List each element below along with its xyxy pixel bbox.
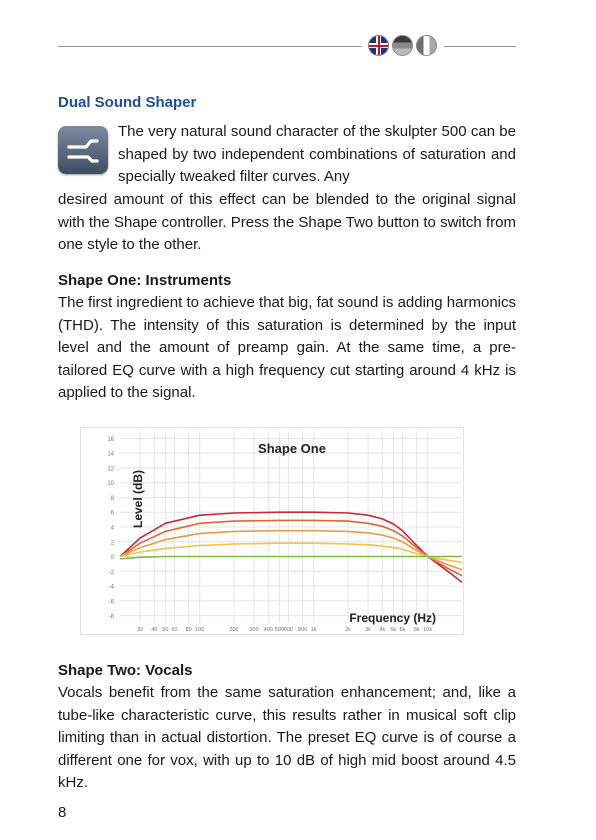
chart-y-tick-label: 6	[110, 510, 114, 517]
header-divider-right	[444, 46, 516, 47]
chart-x-tick-label: 300	[249, 627, 259, 633]
chart-x-tick-label: 200	[229, 627, 239, 633]
chart-x-tick-label: 80	[185, 627, 192, 633]
chart-y-tick-label: 0	[110, 555, 114, 562]
chart-x-tick-label: 60	[171, 627, 178, 633]
shaper-toggle-icon	[58, 126, 108, 174]
header-divider-left	[58, 46, 362, 47]
chart-y-tick-label: -6	[108, 599, 114, 606]
language-flags	[368, 35, 437, 56]
intro-text: desired amount of this effect can be blended to the original signal with the Shape controller. Press the Shape Two button to switch from one style to the other.	[58, 191, 516, 253]
chart-x-tick-label: 1k	[310, 627, 317, 633]
section-title: Dual Sound Shaper	[58, 94, 197, 111]
chart-y-tick-label: 4	[110, 525, 114, 532]
page-number: 8	[58, 804, 67, 821]
chart-y-tick-label: -4	[108, 584, 114, 591]
intro-text-indented: The very natural sound character of the skulpter 500 can be shaped by two independent combinations of saturation and specially tweaked filter curves. Any	[118, 123, 516, 185]
chart-x-tick-label: 5k	[390, 627, 397, 633]
shape-two-body: Vocals benefit from the same saturation enhancement; and, like a tube-like characteristic curve, this results rather in musical soft clip limiting than in actual distortion. The preset EQ curve is of course a different one for vox, with up to 10 dB of high mid boost around 4.5 kHz.	[58, 684, 516, 791]
chart-x-tick-label: 8k	[413, 627, 420, 633]
chart-x-tick-label: 10k	[423, 627, 433, 633]
chart-x-tick-label: 2k	[345, 627, 351, 633]
chart-x-tick-label: 400	[263, 627, 273, 633]
chart-x-tick-label: 6k	[399, 627, 406, 633]
chart-x-tick-label: 800	[298, 627, 308, 633]
chart-y-tick-label: 14	[107, 451, 114, 458]
chart-x-tick-label: 500	[274, 627, 284, 633]
chart-x-tick-label: 4k	[379, 627, 386, 633]
chart-y-tick-label: 2	[110, 540, 114, 547]
chart-title: Shape One	[258, 441, 326, 456]
chart-y-tick-label: -2	[108, 569, 114, 576]
chart-x-tick-label: 100	[195, 627, 205, 633]
chart-x-tick-label: 600	[283, 627, 293, 633]
chart-y-tick-label: 8	[110, 495, 114, 502]
chart-y-tick-label: 12	[107, 466, 114, 473]
chart-x-tick-label: 30	[137, 627, 144, 633]
chart-x-axis-label: Frequency (Hz)	[349, 611, 436, 625]
chart-y-tick-label: -8	[108, 614, 114, 621]
chart-y-tick-label: 16	[107, 436, 114, 443]
eq-curve-chart	[80, 427, 464, 635]
shape-one-heading: Shape One: Instruments	[58, 272, 232, 289]
chart-x-tick-label: 40	[151, 627, 158, 633]
shape-one-body: The first ingredient to achieve that big, fat sound is adding harmonics (THD). The intensity of this saturation is determined by the input level and the amount of preamp gain. At the same time, a pre-tailored EQ curve with a high frequency cut starting around 4 kHz is applied to the signal.	[58, 294, 516, 401]
chart-x-tick-label: 3k	[365, 627, 371, 633]
uk-flag-icon[interactable]	[368, 35, 389, 56]
shape-two-heading: Shape Two: Vocals	[58, 662, 193, 679]
chart-x-tick-label: 50	[162, 627, 169, 633]
chart-y-tick-label: 10	[107, 481, 114, 488]
chart-y-axis-label: Level (dB)	[131, 469, 145, 529]
france-flag-icon[interactable]	[416, 35, 437, 56]
germany-flag-icon[interactable]	[392, 35, 413, 56]
